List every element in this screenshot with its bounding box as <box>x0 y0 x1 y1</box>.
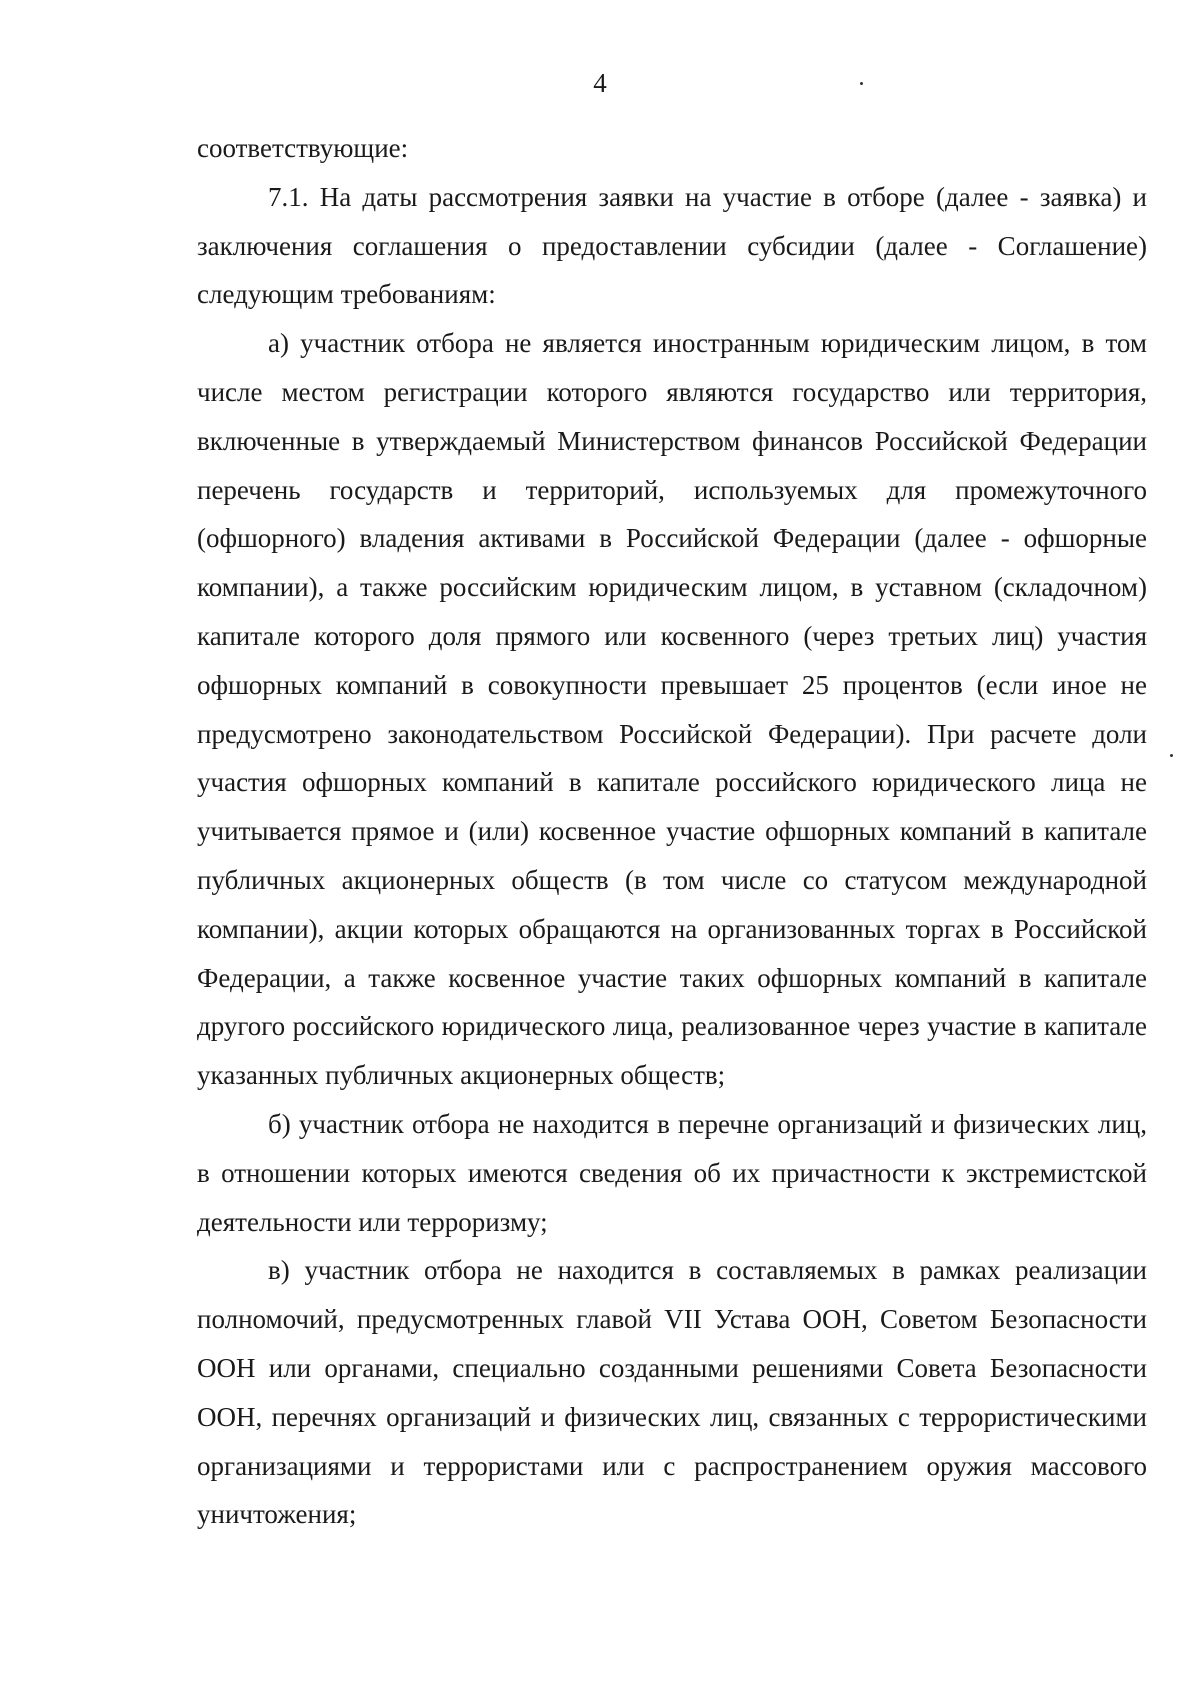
document-body <box>197 124 1147 1539</box>
paragraph-b: б) участник отбора не находится в перечне организаций и физических лиц, в отношении которых имеются сведения об их причастности к экстремистской деятельности или терроризму; <box>197 1108 1147 1237</box>
page-number: 4 <box>593 68 607 98</box>
paragraph-intro: соответствующие: <box>197 133 409 163</box>
paragraph-7-1: 7.1. На даты рассмотрения заявки на участие в отборе (далее - заявка) и заключения соглашения о предоставлении субсидии (далее - Соглашение) следующим требованиям: <box>197 181 1147 310</box>
paragraph-v: в) участник отбора не находится в составляемых в рамках реализации полномочий, предусмотренных главой VII Устава ООН, Советом Безопасности ООН или органами, специально созданными решениями Совета Безопасности ООН, перечнях организаций и физических лиц, связанных с террористическими организациями и террористами или с распространением оружия массового уничтожения; <box>197 1255 1147 1530</box>
scan-speck <box>1170 754 1173 757</box>
paragraph-a: а) участник отбора не является иностранным юридическим лицом, в том числе местом регистрации которого являются государство или территория, включенные в утверждаемый Министерством финансов Российской Федерации перечень государств и территорий, используемых для промежуточного (офшорного) владения активами в Российской Федерации (далее - офшорные компании), а также российским юридическим лицом, в уставном (складочном) капитале которого доля прямого или косвенного (через третьих лиц) участия офшорных компаний в совокупности превышает 25 процентов (если иное не предусмотрено законодательством Российской Федерации). При расчете доли участия офшорных компаний в капитале российского юридического лица не учитывается прямое и (или) косвенное участие офшорных компаний в капитале публичных акционерных обществ (в том числе со статусом международной компании), акции которых обращаются на организованных торгах в Российской Федерации, а также косвенное участие таких офшорных компаний в капитале другого российского юридического лица, реализованное через участие в капитале указанных публичных акционерных обществ; <box>197 328 1147 1091</box>
scan-speck <box>860 82 863 85</box>
